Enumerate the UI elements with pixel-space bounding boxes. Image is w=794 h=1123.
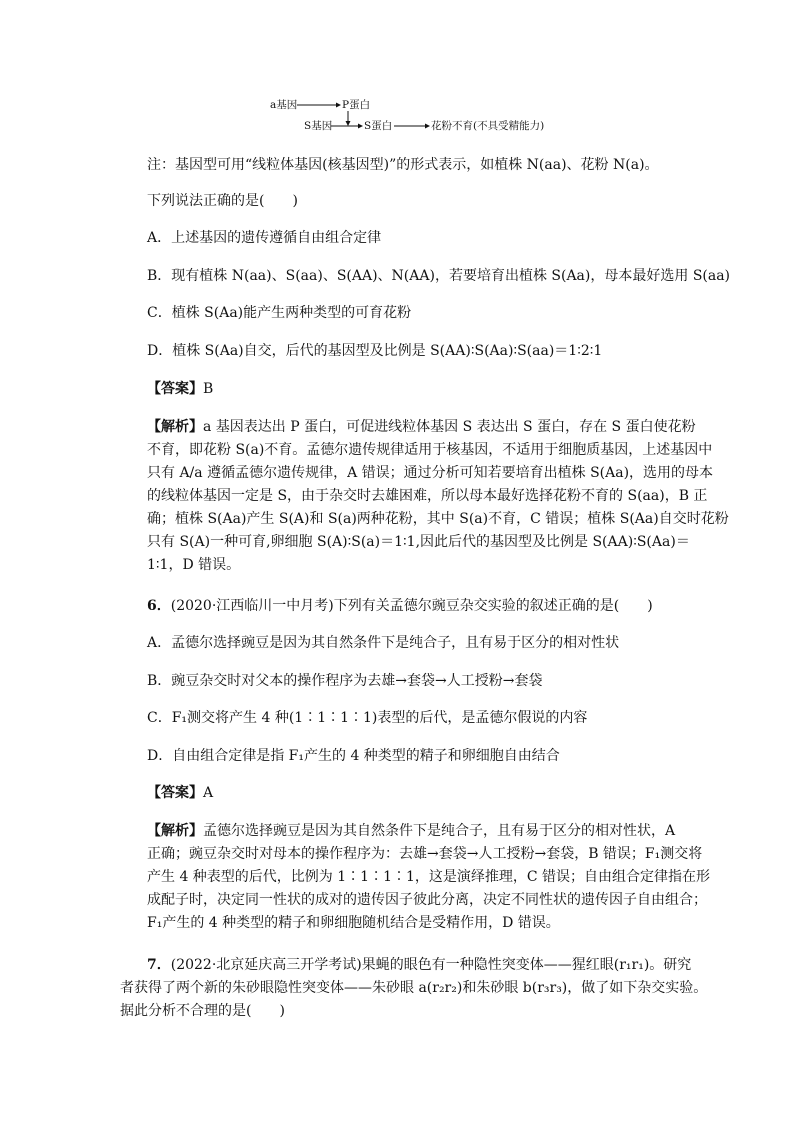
pollen-sterile-label: 花粉不育(不具受精能力)	[431, 120, 545, 132]
s-protein-label: S蛋白	[364, 120, 393, 132]
analysis-label: 【解析】	[147, 419, 203, 435]
gene-pathway-diagram	[268, 96, 568, 136]
q5-answer	[147, 379, 213, 399]
q5-analysis-line-1: 【解析】a 基因表达出 P 蛋白，可促进线粒体基因 S 表达出 S 蛋白，存在 S 蛋白使花粉	[147, 419, 696, 435]
q6-number: 6．	[147, 598, 171, 614]
q5-option-d: D．植株 S(Aa)自交，后代的基因型及比例是 S(AA)∶S(Aa)∶S(aa)＝1∶2∶1	[147, 343, 603, 359]
q6-answer	[147, 783, 213, 803]
q5-analysis-line-4: 的线粒体基因一定是 S，由于杂交时去雄困难，所以母本最好选择花粉不育的 S(aa)，B 正	[147, 488, 708, 504]
q5-analysis-line-2: 不育，即花粉 S(a)不育。孟德尔遗传规律适用于核基因，不适用于细胞质基因，上述基因中	[147, 442, 713, 458]
q7-stem-line-2: 者获得了两个新的朱砂眼隐性突变体——朱砂眼 a(r₂r₂)和朱砂眼 b(r₃r₃)，做了如下杂交实验。	[120, 980, 708, 996]
answer-label: 【答案】	[147, 381, 203, 397]
q6-option-b: B．豌豆杂交时对父本的操作程序为去雄→套袋→人工授粉→套袋	[147, 673, 543, 689]
q5-analysis-line-5: 确；植株 S(Aa)产生 S(A)和 S(a)两种花粉，其中 S(a)不育，C 错误；植株 S(Aa)自交时花粉	[147, 511, 729, 527]
answer-value: A	[203, 785, 214, 801]
s-gene-label: S基因	[304, 120, 333, 132]
q5-option-c: C．植株 S(Aa)能产生两种类型的可育花粉	[147, 305, 412, 321]
q6-analysis-line-3: 产生 4 种表型的后代，比例为 1∶1∶1∶1，这是演绎推理，C 错误；自由组合定律指在形	[147, 869, 711, 885]
a-gene-label: a基因	[270, 99, 298, 111]
q5-option-b: B．现有植株 N(aa)、S(aa)、S(AA)、N(AA)，若要培育出植株 S(Aa)，母本最好选用 S(aa)	[147, 268, 731, 284]
q7-stem-line-3: 据此分析不合理的是( )	[120, 1003, 285, 1019]
analysis-label: 【解析】	[147, 823, 203, 839]
q5-analysis-line-7: 1∶1，D 错误。	[147, 557, 241, 573]
q6-option-d: D．自由组合定律是指 F₁产生的 4 种类型的精子和卵细胞自由结合	[147, 748, 560, 764]
answer-label: 【答案】	[147, 785, 203, 801]
q5-option-a: A．上述基因的遗传遵循自由组合定律	[147, 230, 382, 246]
q6-option-a: A．孟德尔选择豌豆是因为其自然条件下是纯合子，且有易于区分的相对性状	[147, 635, 620, 651]
q5-analysis-line-3: 只有 A/a 遵循孟德尔遗传规律，A 错误；通过分析可知若要培育出植株 S(Aa)，选用的母本	[147, 465, 714, 481]
q6-option-c: C．F₁测交将产生 4 种(1∶1∶1∶1)表型的后代，是孟德尔假说的内容	[147, 710, 588, 726]
p-protein-label: P蛋白	[342, 99, 371, 111]
q6-analysis-line-5: F₁产生的 4 种类型的精子和卵细胞随机结合是受精作用，D 错误。	[147, 915, 560, 931]
q6-analysis-line-1: 【解析】孟德尔选择豌豆是因为其自然条件下是纯合子，且有易于区分的相对性状，A	[147, 823, 676, 839]
q5-stem: 下列说法正确的是( )	[147, 193, 298, 209]
note-text: 注：基因型可用“线粒体基因(核基因型)”的形式表示，如植株 N(aa)、花粉 N(a)。	[147, 157, 659, 173]
q6-analysis-line-2: 正确；豌豆杂交时对母本的操作程序为：去雄→套袋→人工授粉→套袋，B 错误；F₁测交将	[147, 846, 703, 862]
q6-stem: 6．(2020·江西临川一中月考)下列有关孟德尔豌豆杂交实验的叙述正确的是( )	[147, 598, 653, 614]
q5-analysis-line-6: 只有 S(A)一种可育,卵细胞 S(A)∶S(a)＝1∶1,因此后代的基因型及比例是 S(AA)∶S(Aa)＝	[147, 534, 690, 550]
q7-stem-line-1: 7．(2022·北京延庆高三开学考试)果蝇的眼色有一种隐性突变体——猩红眼(r₁r₁)。研究	[147, 957, 692, 973]
answer-value: B	[203, 381, 214, 397]
q6-analysis-line-4: 成配子时，决定同一性状的成对的遗传因子彼此分离，决定不同性状的遗传因子自由组合；	[147, 892, 707, 908]
q7-number: 7．	[147, 957, 171, 973]
